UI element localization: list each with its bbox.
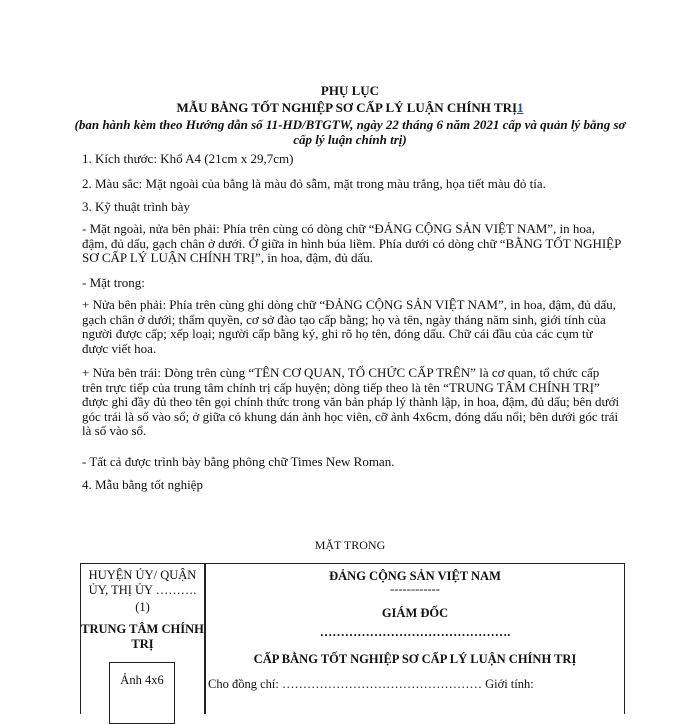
- paragraph-font: - Tất cả được trình bày bằng phông chữ Times New Roman.: [82, 454, 395, 469]
- party-underline-dashes: ------------: [390, 582, 440, 596]
- org-note: (1): [135, 600, 150, 614]
- subtitle-text: MẪU BẰNG TỐT NGHIỆP SƠ CẤP LÝ LUẬN CHÍNH TRỊ: [176, 100, 518, 115]
- form-right-panel: [205, 563, 625, 714]
- recipient-line: Cho đồng chí: ………………………………………… Giới tính:: [208, 677, 534, 691]
- grant-title: CẤP BẰNG TỐT NGHIỆP SƠ CẤP LÝ LUẬN CHÍNH TRỊ: [253, 652, 577, 666]
- paragraph-technique: 3. Kỹ thuật trình bày: [82, 199, 190, 214]
- paragraph-sample: 4. Mẫu bằng tốt nghiệp: [82, 477, 203, 492]
- paragraph-color: 2. Màu sắc: Mặt ngoài của bằng là màu đỏ sẫm, mặt trong màu trắng, họa tiết màu đỏ tía.: [82, 176, 546, 191]
- appendix-subtitle: [0, 100, 700, 116]
- paragraph-inner-right: + Nửa bên phải: Phía trên cùng ghi dòng chữ “ĐẢNG CỘNG SẢN VIỆT NAM”, in hoa, đậm, đủ dấu, gạch chân ở dưới; thẩm quyền, cơ sở đào tạo cấp bằng; họ và tên, ngày tháng năm sinh, giới tính của người được cấp; xếp loại; người cấp bằng ký, ghi rõ họ tên, đóng dấu. Chữ cái đầu của các cụm từ được viết hoa.: [82, 297, 617, 356]
- paragraph-size: 1. Kích thước: Khổ A4 (21cm x 29,7cm): [82, 151, 294, 166]
- photo-frame: [109, 662, 175, 724]
- org-name: HUYỆN ỦY/ QUẬN ỦY, THỊ ỦY ……….: [88, 568, 197, 597]
- director-title: GIÁM ĐỐC: [381, 606, 449, 620]
- paragraph-outer-side: - Mặt ngoài, nửa bên phải: Phía trên cùng có dòng chữ “ĐẢNG CỘNG SẢN VIỆT NAM”, in hoa, đậm, đủ dấu, gạch chân ở dưới. Ở giữa in hình búa liềm. Phía dưới có dòng chữ “BẰNG TỐT NGHIỆP SƠ CẤP LÝ LUẬN CHÍNH TRỊ”, in hoa, đậm, đủ dấu.: [82, 221, 621, 265]
- director-dots: ……………………………………….: [319, 625, 511, 639]
- issued-note: (ban hành kèm theo Hướng dẫn số 11-HD/BTGTW, ngày 22 tháng 6 năm 2021 cấp và quản lý bằng sơ cấp lý luận chính trị): [74, 117, 626, 147]
- paragraph-inner-side: - Mặt trong:: [82, 275, 145, 290]
- form-left-panel: [80, 563, 205, 714]
- appendix-title: PHỤ LỤC: [320, 83, 380, 98]
- photo-label: Ảnh 4x6: [120, 673, 164, 687]
- party-name: ĐẢNG CỘNG SẢN VIỆT NAM: [329, 569, 501, 583]
- center-name: TRUNG TÂM CHÍNH TRỊ: [81, 622, 204, 651]
- section-title: MẶT TRONG: [314, 538, 386, 552]
- paragraph-inner-left: + Nửa bên trái: Dòng trên cùng “TÊN CƠ QUAN, TỔ CHỨC CẤP TRÊN” là cơ quan, tổ chức cấp trên trực tiếp của trung tâm chính trị cấp huyện; dòng tiếp theo là tên “TRUNG TÂM CHÍNH TRỊ” được ghi đầy đủ theo tên gọi chính thức trong văn bản pháp lý thành lập, in hoa, đậm, đủ dấu; bên dưới góc trái là số vào sổ; ở giữa có khung dán ảnh học viên, cỡ ảnh 4x6cm, đóng dấu nổi; bên dưới góc trái là số vào sổ.: [82, 365, 620, 438]
- footnote-link[interactable]: 1: [517, 100, 524, 115]
